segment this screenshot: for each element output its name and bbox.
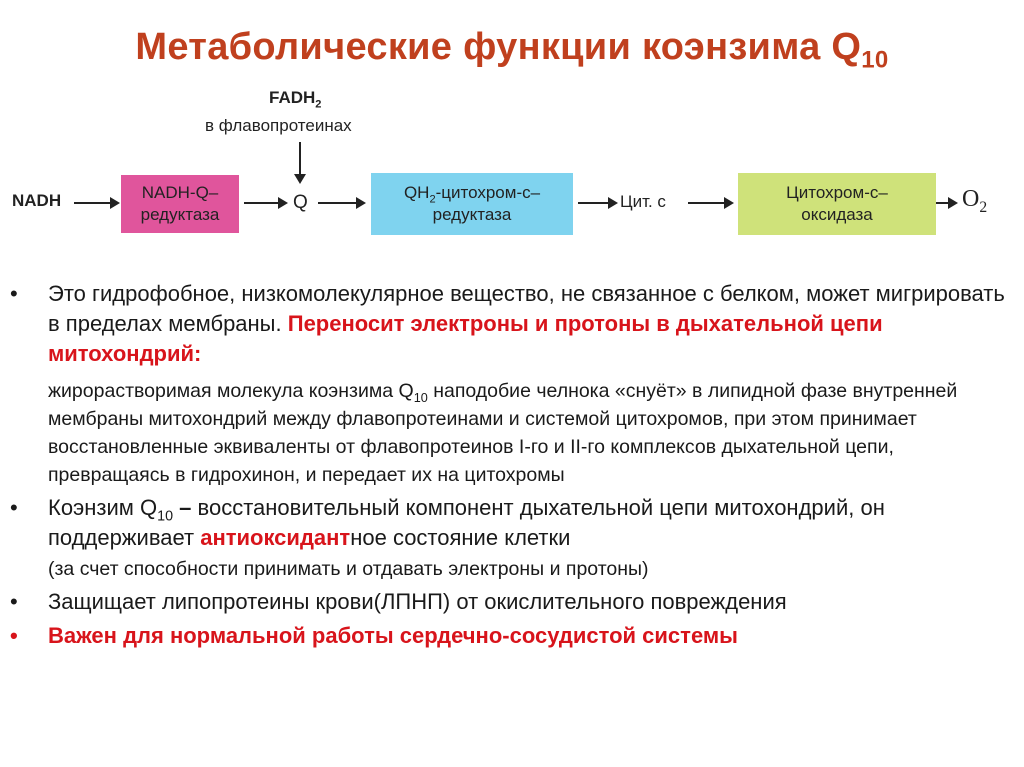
cyt-c-label: Цит. с bbox=[620, 192, 666, 211]
bullet-list bbox=[10, 279, 1015, 651]
bullet-marker: • bbox=[10, 281, 18, 306]
bullet2-highlight: антиоксидант bbox=[200, 525, 351, 550]
bullet-marker: • bbox=[10, 495, 18, 520]
bullet2-text: Коэнзим $Q_{10}$ – восстановительный компонент дыхательной цепи митохондрий, он поддерживает антиоксидантное состояние клетки bbox=[48, 495, 885, 550]
title-subscript: 10 bbox=[861, 46, 889, 74]
fadh2-label: $FADH_2$ bbox=[269, 88, 322, 111]
arrow-box2-to-cytc bbox=[578, 202, 616, 204]
arrow-nadh-to-box1 bbox=[74, 202, 118, 204]
box2-line1: $QH_2-цитохром-с-$ bbox=[403, 183, 541, 206]
fadh2-down-arrow bbox=[299, 142, 301, 182]
nadh-q-reductase-box bbox=[121, 175, 239, 233]
box1-line2: редуктаза bbox=[140, 205, 220, 224]
bullet1-highlight: Переносит электроны и протоны в дыхательной цепи митохондрий: bbox=[48, 311, 883, 366]
arrow-box1-to-q bbox=[244, 202, 286, 204]
box3-line1: Цитохром-с– bbox=[786, 183, 888, 202]
page-title bbox=[0, 26, 1024, 74]
qh2-cytochrome-c-reductase-box bbox=[371, 173, 573, 235]
bullet4-text: Важен для нормальной работы сердечно-сосудистой системы bbox=[48, 623, 738, 648]
bullet-marker: • bbox=[10, 589, 18, 614]
list-item bbox=[10, 279, 1015, 369]
arrow-box3-to-o2 bbox=[936, 202, 956, 204]
list-item bbox=[10, 587, 1015, 617]
respiratory-chain-diagram bbox=[0, 80, 1024, 255]
bullet-marker: • bbox=[10, 623, 18, 648]
bullet1-detail: жирорастворимая молекула коэнзима $Q_{10}$ наподобие челнока «снуёт» в липидной фазе внутренней мембраны митохондрий между флавопротеинами и системой цитохромов, при этом принимает восстановленные эквиваленты от флавопротеинов I-го и II-го комплексов дыхательной цепи, превращаясь в гидрохинон, и передает их на цитохромы bbox=[48, 380, 958, 486]
bullet1-text: Это гидрофобное, низкомолекулярное вещество, не связанное с белком, может мигрировать в пределах мембраны. bbox=[48, 281, 1005, 336]
nadh-label: NADH bbox=[12, 191, 62, 210]
o2-label: $O_2$ bbox=[962, 186, 988, 216]
bullet3-text: Защищает липопротеины крови(ЛПНП) от окислительного повреждения bbox=[48, 589, 787, 614]
list-item bbox=[10, 493, 1015, 583]
q-label: Q bbox=[293, 192, 308, 213]
box1-line1: NADH-Q– bbox=[141, 183, 219, 202]
flavoprotein-note: в флавопротеинах bbox=[205, 116, 352, 135]
box3-line2: оксидаза bbox=[801, 205, 873, 224]
list-item bbox=[10, 621, 1015, 651]
arrow-cytc-to-box3 bbox=[688, 202, 732, 204]
title-text: Метаболические функции коэнзима Q bbox=[135, 26, 862, 68]
bullet2-note: (за счет способности принимать и отдавать электроны и протоны) bbox=[48, 558, 649, 580]
box2-line2: редуктаза bbox=[432, 205, 512, 224]
arrow-q-to-box2 bbox=[318, 202, 364, 204]
cytochrome-c-oxidase-box bbox=[738, 173, 936, 235]
